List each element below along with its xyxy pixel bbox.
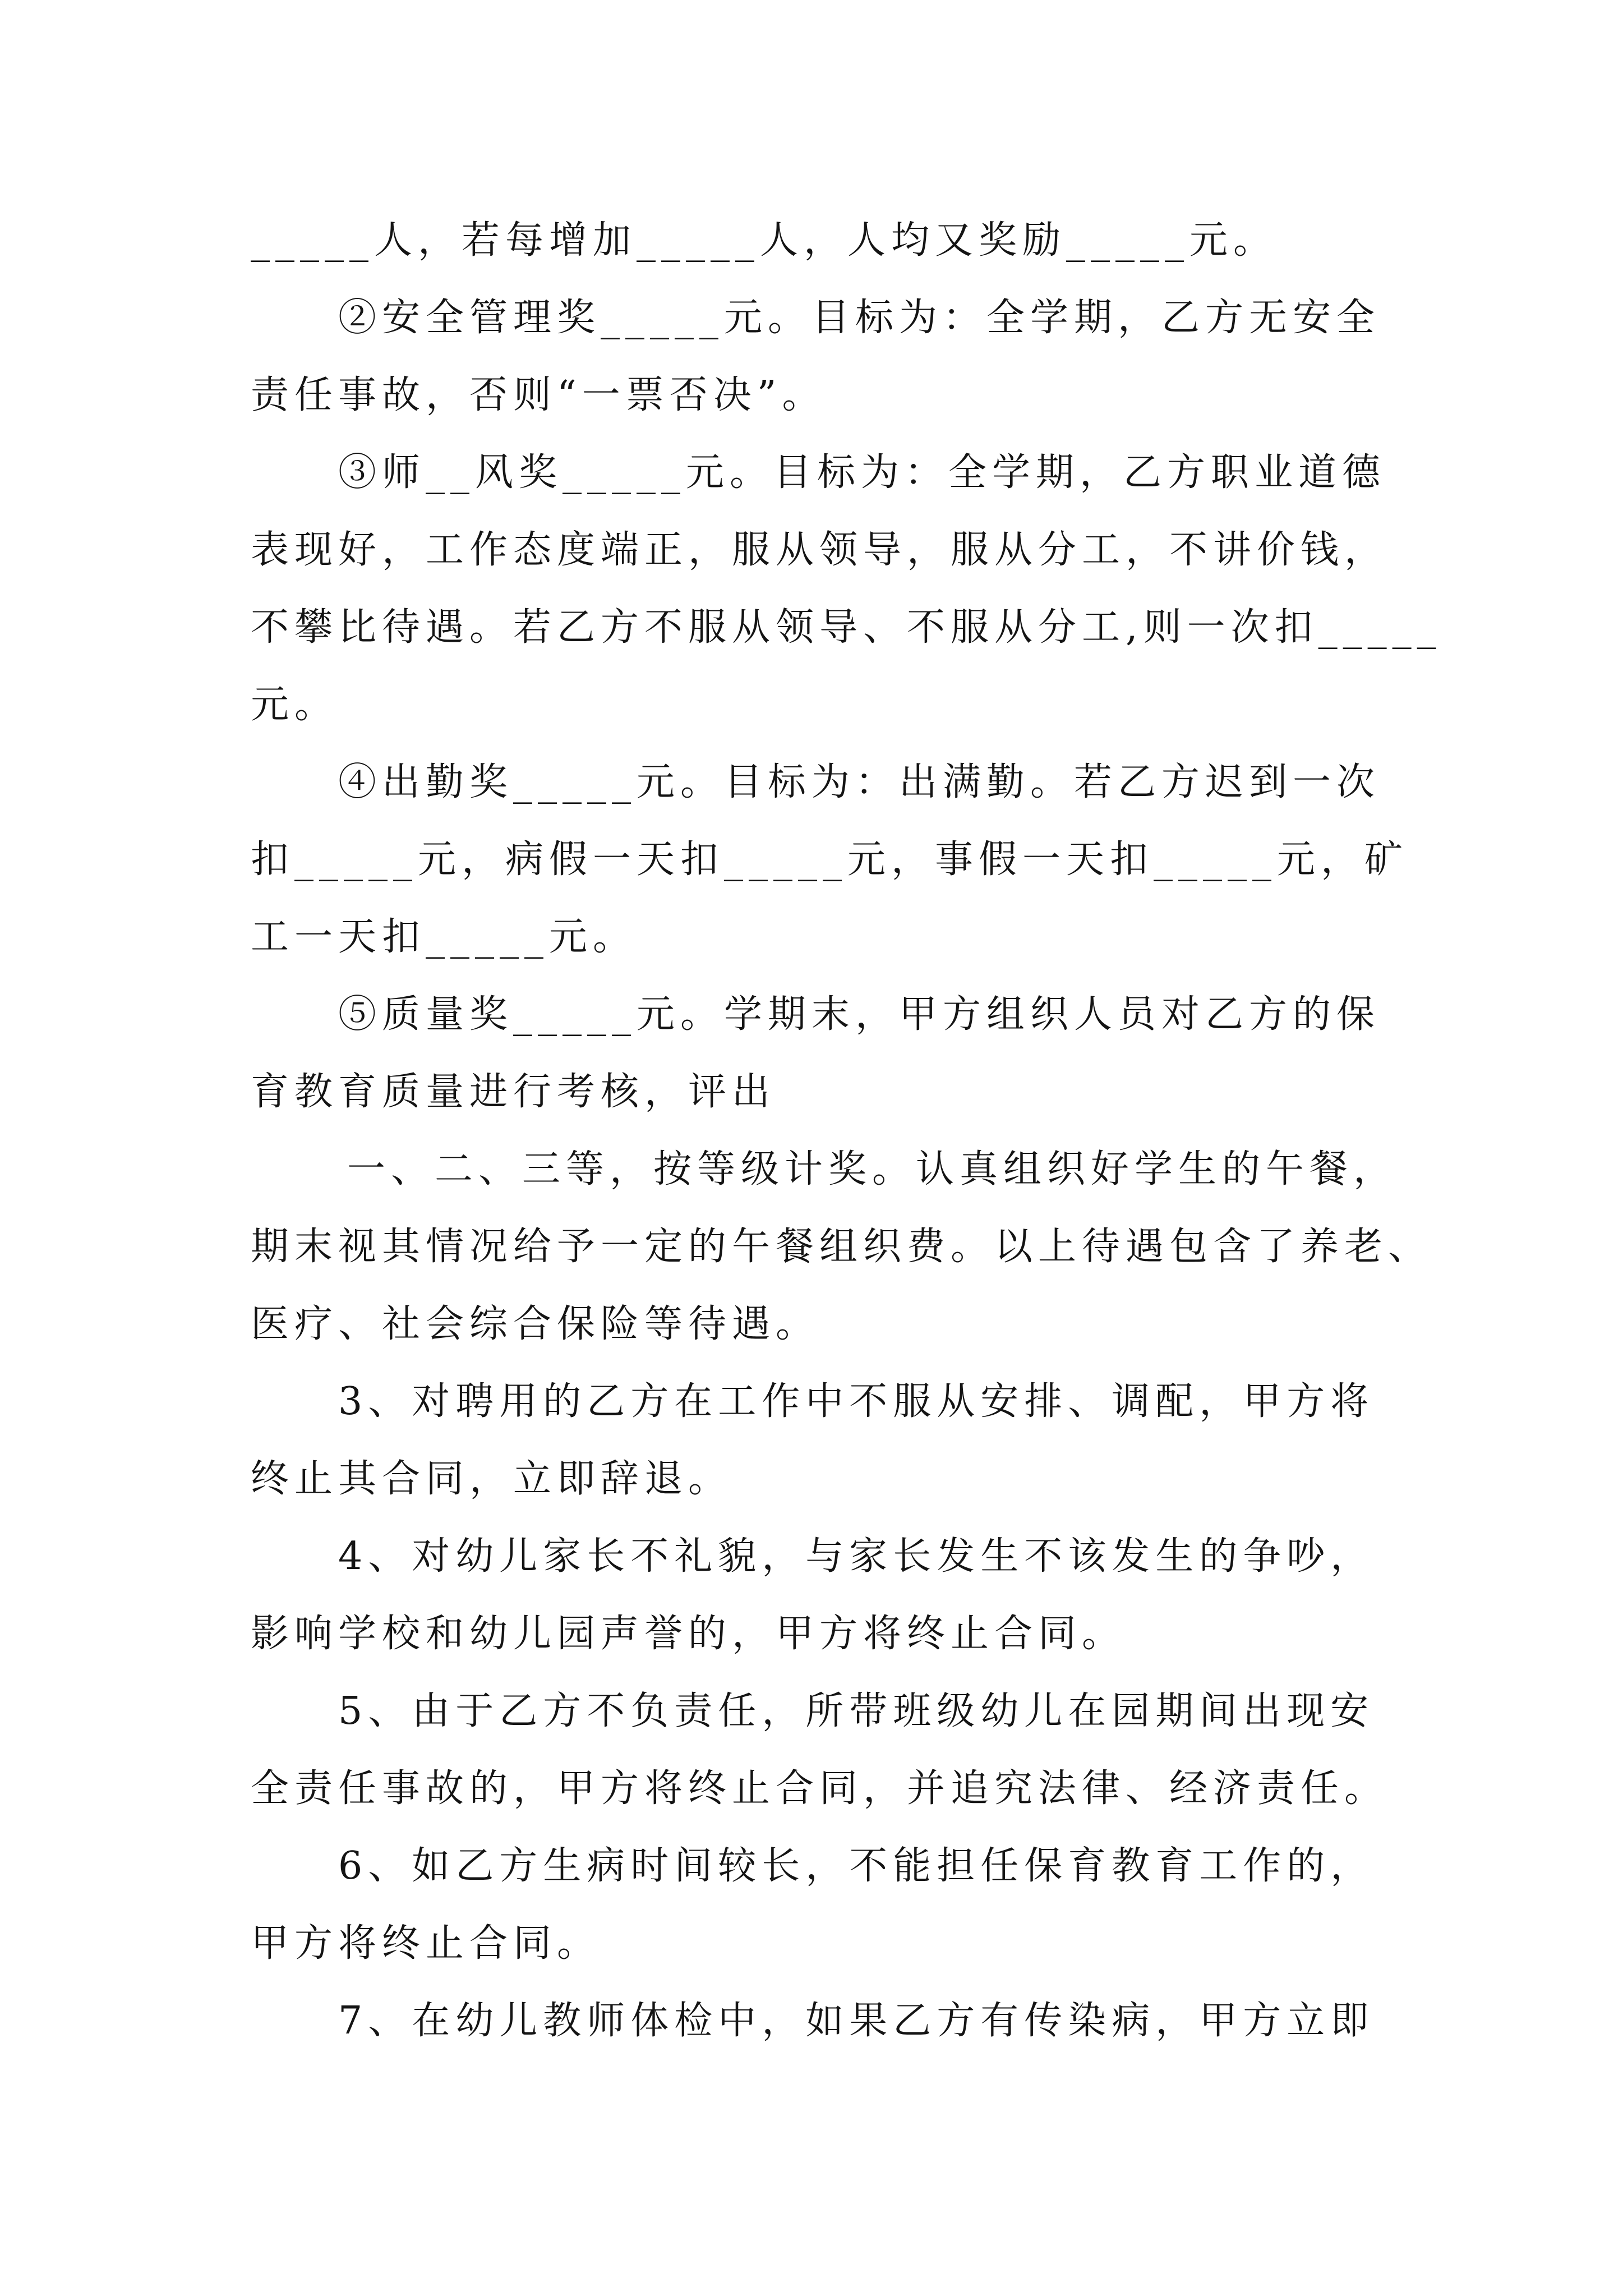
paragraph-safety-award bbox=[251, 279, 1484, 434]
text-line: 终止其合同，立即辞退。 bbox=[251, 1457, 732, 1501]
paragraph-grade-levels bbox=[251, 1131, 1484, 1363]
text-line: _____人，若每增加_____人，人均又奖励_____元。 bbox=[251, 218, 1278, 263]
paragraph-clause-4 bbox=[251, 1518, 1484, 1673]
text-line: 元。 bbox=[251, 683, 339, 727]
text-line: 表现好，工作态度端正，服从领导，服从分工，不讲价钱， bbox=[251, 528, 1389, 572]
text-line: ⑤质量奖_____元。学期末，甲方组织人员对乙方的保 bbox=[338, 992, 1381, 1037]
paragraph-quality-award bbox=[251, 976, 1484, 1131]
text-line: ④出勤奖_____元。目标为：出满勤。若乙方迟到一次 bbox=[338, 760, 1381, 804]
text-line: 全责任事故的，甲方将终止合同，并追究法律、经济责任。 bbox=[251, 1766, 1389, 1811]
text-line: 一、二、三等，按等级计奖。认真组织好学生的午餐， bbox=[347, 1147, 1398, 1191]
text-line: 4、对幼儿家长不礼貌，与家长发生不该发生的争吵， bbox=[338, 1534, 1375, 1579]
text-line: 期末视其情况给予一定的午餐组织费。以上待遇包含了养老、 bbox=[251, 1225, 1432, 1269]
text-line: 影响学校和幼儿园声誉的，甲方将终止合同。 bbox=[251, 1612, 1126, 1656]
text-line: 5、由于乙方不负责任，所带班级幼儿在园期间出现安 bbox=[338, 1689, 1375, 1733]
paragraph-conduct-award bbox=[251, 434, 1484, 744]
text-line: 6、如乙方生病时间较长，不能担任保育教育工作的， bbox=[338, 1844, 1375, 1888]
text-line: ②安全管理奖_____元。目标为：全学期，乙方无安全 bbox=[338, 296, 1381, 340]
text-line: 工一天扣_____元。 bbox=[251, 915, 637, 959]
text-line: 甲方将终止合同。 bbox=[251, 1921, 601, 1966]
paragraph-clause-7 bbox=[251, 1982, 1484, 2060]
paragraph-clause-5 bbox=[251, 1673, 1484, 1828]
text-line: 3、对聘用的乙方在工作中不服从安排、调配，甲方将 bbox=[338, 1379, 1375, 1424]
document-body bbox=[251, 202, 1484, 2060]
text-line: 医疗、社会综合保险等待遇。 bbox=[251, 1302, 820, 1346]
text-line: 扣_____元，病假一天扣_____元，事假一天扣_____元，矿 bbox=[251, 838, 1409, 882]
paragraph-reward-per-person bbox=[251, 202, 1484, 279]
text-line: 责任事故，否则“一票否决”。 bbox=[251, 373, 826, 417]
paragraph-clause-3 bbox=[251, 1363, 1484, 1518]
text-line: 育教育质量进行考核，评出 bbox=[251, 1070, 776, 1114]
text-line: 不攀比待遇。若乙方不服从领导、不服从分工,则一次扣_____ bbox=[251, 605, 1442, 650]
paragraph-attendance-award bbox=[251, 744, 1484, 976]
paragraph-clause-6 bbox=[251, 1828, 1484, 1982]
text-line: 7、在幼儿教师体检中，如果乙方有传染病，甲方立即 bbox=[338, 1999, 1375, 2043]
text-line: ③师__风奖_____元。目标为：全学期，乙方职业道德 bbox=[338, 450, 1386, 495]
